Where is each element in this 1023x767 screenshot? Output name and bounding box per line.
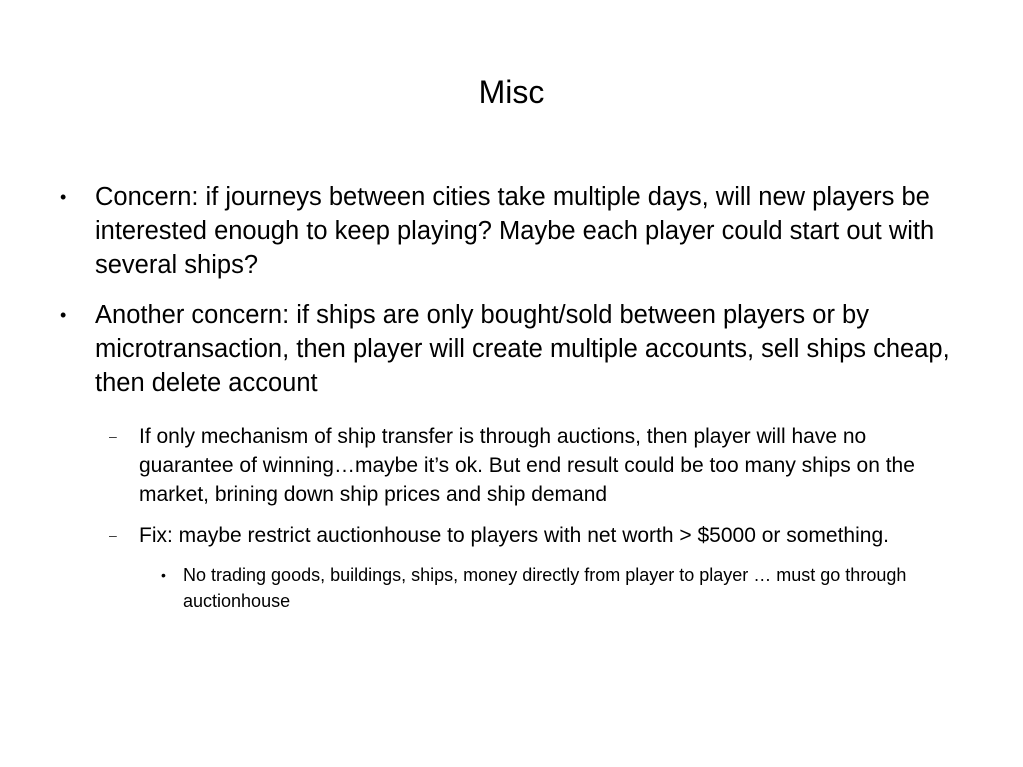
sub-sub-bullet-item [161, 562, 965, 614]
dash-icon: – [109, 428, 117, 444]
sub-bullet-item [109, 521, 965, 550]
slide-body [60, 180, 965, 614]
slide-title: Misc [478, 74, 545, 110]
sub-bullet-text: Fix: maybe restrict auctionhouse to players with net worth > $5000 or something. [139, 524, 889, 547]
bullet-icon: • [60, 305, 67, 325]
bullet-text: Another concern: if ships are only bought/sold between players or by microtransaction, then player will create multiple accounts, sell ships cheap, then delete account [95, 301, 950, 397]
sub-bullet-item [109, 422, 965, 509]
bullet-item [60, 298, 965, 400]
bullet-icon: • [161, 567, 166, 583]
bullet-text: Concern: if journeys between cities take multiple days, will new players be interested enough to keep playing? Maybe each player could start out with several ships? [95, 183, 935, 279]
sub-bullet-text: If only mechanism of ship transfer is through auctions, then player will have no guarantee of winning…maybe it’s ok. But end result could be too many ships on the market, brining down ship prices and ship demand [139, 425, 915, 506]
bullet-icon: • [60, 187, 67, 207]
dash-icon: – [109, 527, 117, 543]
bullet-item [60, 180, 965, 282]
sub-sub-bullet-text: No trading goods, buildings, ships, money directly from player to player … must go through auctionhouse [183, 565, 907, 611]
